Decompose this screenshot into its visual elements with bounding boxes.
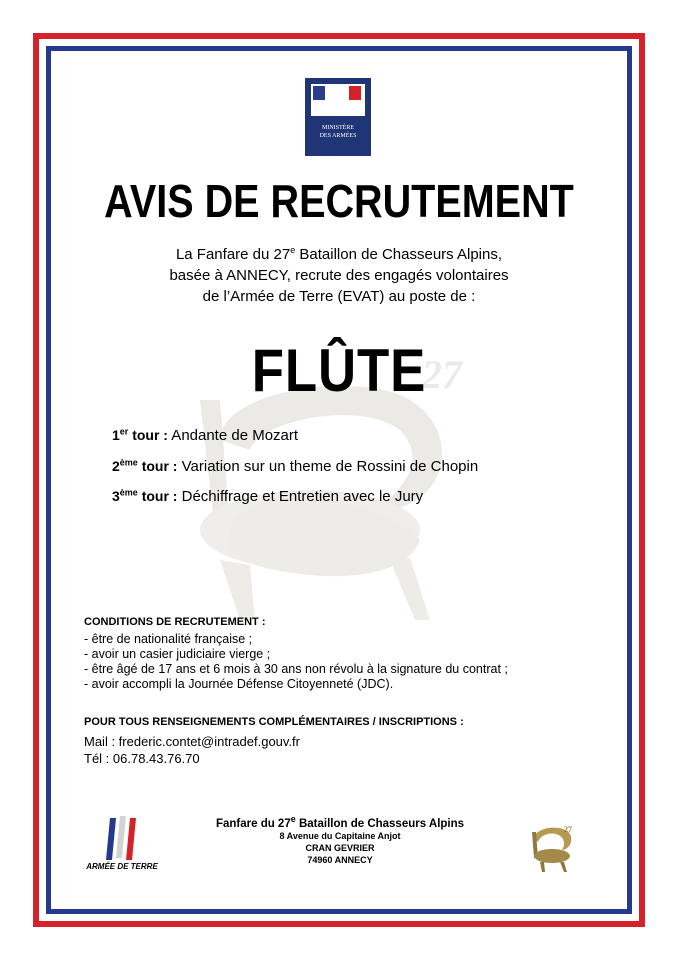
chasseurs-horn-emblem bbox=[524, 818, 580, 874]
list-item: - avoir un casier judiciaire vierge ; bbox=[84, 647, 271, 661]
armee-de-terre-logo bbox=[82, 812, 162, 878]
tour-2: 2ème tour : Variation sur un theme de Rossini de Chopin bbox=[112, 457, 479, 475]
svg-text:27: 27 bbox=[564, 825, 572, 834]
list-item: - être âgé de 17 ans et 6 mois à 30 ans non révolu à la signature du contrat ; bbox=[84, 662, 508, 676]
contact-phone[interactable]: Tél : 06.78.43.76.70 bbox=[84, 751, 200, 766]
ministere-des-armees-logo bbox=[305, 78, 371, 156]
tour-3: 3ème tour : Déchiffrage et Entretien avec le Jury bbox=[112, 487, 424, 505]
list-item: - être de nationalité française ; bbox=[84, 632, 253, 646]
list-item: - avoir accompli la Journée Défense Citoyenneté (JDC). bbox=[84, 677, 394, 691]
armee-logo-text: ARMÉE DE TERRE bbox=[86, 862, 158, 871]
contact-heading: POUR TOUS RENSEIGNEMENTS COMPLÉMENTAIRES / INSCRIPTIONS : bbox=[84, 716, 464, 728]
page-title: AVIS DE RECRUTEMENT bbox=[104, 175, 574, 227]
contact-mail[interactable]: Mail : frederic.contet@intradef.gouv.fr bbox=[84, 734, 300, 749]
intro-text: La Fanfare du 27e Bataillon de Chasseurs Alpins, basée à ANNECY, recrute des engagés volontaires de l’Armée de Terre (EVAT) au poste de : bbox=[169, 245, 509, 305]
footer-address: Fanfare du 27e Bataillon de Chasseurs Alpins 8 Avenue du Capitaine Anjot CRAN GEVRIER 74960 ANNECY bbox=[215, 814, 465, 865]
tour-1: 1er tour : Andante de Mozart bbox=[112, 426, 299, 444]
conditions-list bbox=[84, 632, 508, 692]
tricolor-flame-icon bbox=[82, 812, 162, 864]
conditions-heading: CONDITIONS DE RECRUTEMENT : bbox=[84, 616, 266, 628]
watermark-number: 27 bbox=[422, 352, 462, 397]
instrument-title: FLÛTE bbox=[251, 337, 427, 404]
ministere-label: MINISTÈRE DES ARMÉES bbox=[319, 125, 357, 139]
